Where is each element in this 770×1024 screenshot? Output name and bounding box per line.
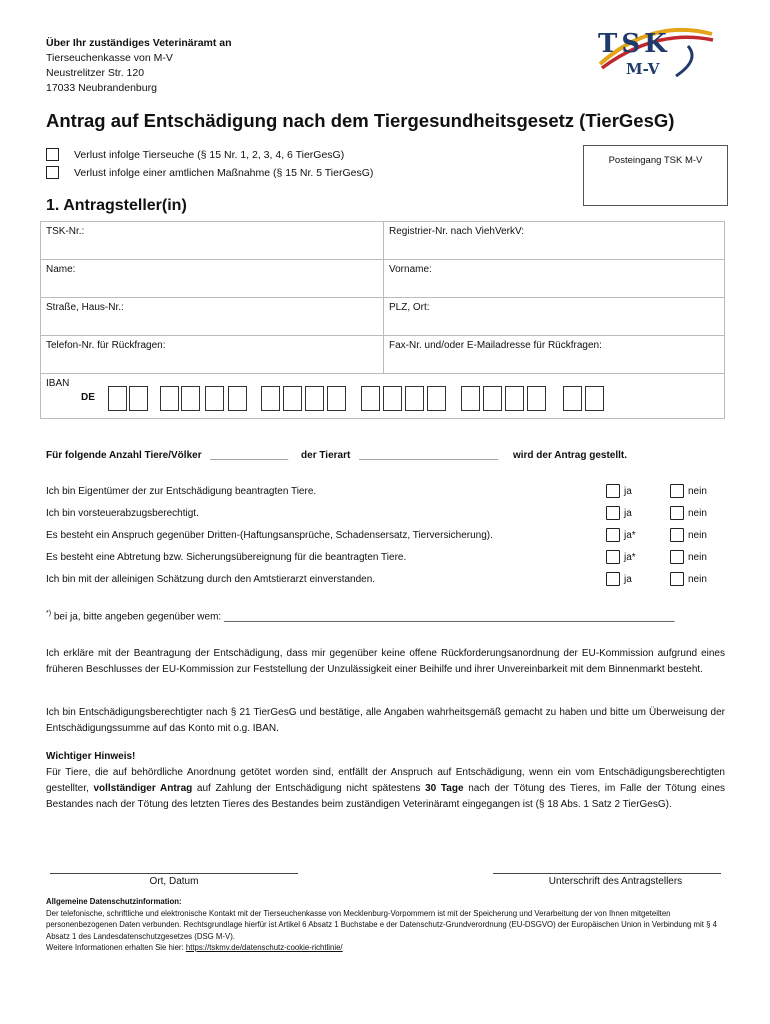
iban-digit-box[interactable] — [129, 386, 148, 411]
hint-body — [46, 765, 725, 813]
telefon-field[interactable] — [41, 336, 384, 374]
hint-text-3: nach der Tötung des Tieres, im Falle der Tötung eines Bestandes nach der Tötung des letzten Tieres des Bestandes beim zuständigen Veterinäramt eingegangen ist (§ 18 Abs. 1 Satz 2 TierGesG). — [46, 783, 726, 810]
address-line-3: Neustrelitzer Str. 120 — [46, 67, 145, 79]
privacy-text: Der telefonische, schriftliche und elektronische Kontakt mit der Tierseuchenkasse von Mecklenburg-Vorpommern ist mit der Speicherung und Verarbeitung der von Ihnen mitgeteilten personenbezogenen Daten verbunden. Rechtsgrundlage hierfür ist Artikel 6 Absatz 1 Buchstabe e der Datenschutz-Grundverordnung (EU-DSGVO) der Europäischen Union in Verbindung mit § 4 Absatz 1 des Landesdatenschutzgesetzes (DSG M-V). — [46, 908, 717, 941]
plz-ort-label: PLZ, Ort: — [389, 302, 430, 313]
iban-digit-box[interactable] — [405, 386, 424, 411]
question-row — [46, 552, 406, 563]
tsk-logo-graphic — [592, 24, 716, 80]
answer-yes[interactable] — [606, 506, 632, 520]
address-line-2: Tierseuchenkasse von M-V — [46, 52, 173, 64]
count-blank-1[interactable]: ______________ — [210, 450, 289, 461]
iban-digit-box[interactable] — [483, 386, 502, 411]
logo-letters: TSK — [598, 29, 671, 59]
privacy-more-text: Weitere Informationen erhalten Sie hier: — [46, 943, 184, 952]
applicant-signature-label: Unterschrift des Antragstellers — [548, 876, 683, 887]
question-row — [46, 486, 316, 497]
answer-yes[interactable] — [606, 550, 636, 564]
date-place-label: Ort, Datum — [149, 876, 199, 887]
iban-digit-box[interactable] — [327, 386, 346, 411]
iban-field — [41, 374, 725, 419]
name-label: Name: — [46, 264, 76, 275]
important-hint — [46, 749, 725, 813]
name-field[interactable] — [41, 260, 384, 298]
privacy-heading: Allgemeine Datenschutzinformation: — [46, 897, 182, 906]
address-line-1: Über Ihr zuständiges Veterinäramt an — [46, 37, 232, 49]
fax-email-field[interactable] — [384, 336, 725, 374]
iban-digit-box[interactable] — [261, 386, 280, 411]
iban-digit-box[interactable] — [505, 386, 524, 411]
iban-digit-box[interactable] — [585, 386, 604, 411]
answer-yes-label: ja — [624, 485, 632, 497]
question-text: Es besteht ein Anspruch gegenüber Dritten-(Haftungsansprüche, Schadensersatz, Tierversicherung). — [46, 530, 493, 541]
iban-digit-box[interactable] — [361, 386, 380, 411]
question-text: Es besteht eine Abtretung bzw. Sicherungsübereignung für die beantragten Tiere. — [46, 552, 407, 563]
address-line-4: 17033 Neubrandenburg — [46, 82, 157, 94]
checkbox-no[interactable] — [670, 506, 684, 520]
iban-digit-box[interactable] — [228, 386, 247, 411]
count-text-1: Für folgende Anzahl Tiere/Völker — [46, 450, 202, 461]
answer-yes[interactable] — [606, 572, 632, 586]
checkbox-no[interactable] — [670, 484, 684, 498]
iban-digit-box[interactable] — [108, 386, 127, 411]
iban-digit-box[interactable] — [181, 386, 200, 411]
option-amtliche-massnahme[interactable] — [46, 166, 373, 179]
answer-no[interactable] — [670, 506, 707, 520]
recipient-address — [46, 36, 232, 96]
iban-digit-box[interactable] — [527, 386, 546, 411]
section-antragsteller-heading: 1. Antragsteller(in) — [46, 197, 187, 214]
answer-yes-label: ja* — [624, 551, 636, 563]
declaration-eu: Ich erkläre mit der Beantragung der Entschädigung, dass mir gegenüber keine offene Rückforderungsanordnung der EU-Kommission aufgrund eines früheren Beschlusses der EU-Kommission zur Feststellung der Unzulässigkeit einer Beihilfe und ihrer Unvereinbarkeit mit dem Binnenmarkt besteht. — [46, 648, 725, 675]
hint-text-1: Für Tiere, die auf behördliche Anordnung getötet worden sind, entfällt der Anspruch auf Entschädigung, wenn ein vom Entschädigungsberechtigten gestellter, — [46, 767, 725, 794]
question-row — [46, 574, 375, 585]
fax-email-label: Fax-Nr. und/oder E-Mailadresse für Rückfragen: — [389, 340, 602, 351]
answer-yes-label: ja — [624, 573, 632, 585]
tsk-nr-label: TSK-Nr.: — [46, 226, 85, 237]
answer-no-label: nein — [688, 529, 707, 541]
iban-digit-box[interactable] — [160, 386, 179, 411]
answer-no[interactable] — [670, 484, 707, 498]
privacy-link[interactable]: https://tskmv.de/datenschutz-cookie-richtlinie/ — [185, 943, 343, 952]
checkbox-tierseuche[interactable] — [46, 148, 59, 161]
answer-yes[interactable] — [606, 484, 632, 498]
iban-digit-box[interactable] — [305, 386, 324, 411]
answer-no[interactable] — [670, 528, 707, 542]
hint-heading: Wichtiger Hinweis! — [46, 751, 136, 762]
note-text[interactable]: bei ja, bitte angeben gegenüber wem: _________________________________________________________________________________ — [53, 611, 675, 623]
option-tierseuche[interactable] — [46, 148, 344, 161]
posteingang-label: Posteingang TSK M-V — [608, 155, 703, 166]
question-text: Ich bin Eigentümer der zur Entschädigung beantragten Tiere. — [46, 486, 317, 497]
iban-digit-box[interactable] — [461, 386, 480, 411]
answer-yes-label: ja* — [624, 529, 636, 541]
count-text-2: der Tierart — [301, 450, 351, 461]
count-blank-2[interactable]: _________________________ — [359, 450, 499, 461]
strasse-field[interactable] — [41, 298, 384, 336]
answer-yes-label: ja — [624, 507, 632, 519]
tsk-nr-field[interactable] — [41, 222, 384, 260]
answer-no-label: nein — [688, 507, 707, 519]
privacy-more — [46, 942, 725, 954]
telefon-label: Telefon-Nr. für Rückfragen: — [46, 340, 166, 351]
strasse-label: Straße, Haus-Nr.: — [46, 302, 124, 313]
registrier-nr-label: Registrier-Nr. nach ViehVerkV: — [389, 226, 525, 237]
checkbox-yes[interactable] — [606, 528, 620, 542]
iban-country-prefix: DE — [81, 392, 95, 403]
answer-no-label: nein — [688, 573, 707, 585]
question-row — [46, 530, 493, 541]
privacy-info — [46, 896, 725, 954]
question-row — [46, 508, 199, 519]
checkbox-no[interactable] — [670, 572, 684, 586]
answer-no-label: nein — [688, 485, 707, 497]
answer-yes[interactable] — [606, 528, 636, 542]
iban-digit-box[interactable] — [283, 386, 302, 411]
tsk-logo — [592, 24, 716, 80]
checkbox-yes[interactable] — [606, 506, 620, 520]
checkbox-yes[interactable] — [606, 572, 620, 586]
option-tierseuche-label: Verlust infolge Tierseuche (§ 15 Nr. 1, 2, 3, 4, 6 TierGesG) — [74, 148, 345, 161]
note-marker: *) — [46, 610, 52, 617]
answer-no[interactable] — [670, 550, 707, 564]
checkbox-no[interactable] — [670, 550, 684, 564]
checkbox-no[interactable] — [670, 528, 684, 542]
answer-no-label: nein — [688, 551, 707, 563]
vorname-field[interactable] — [384, 260, 725, 298]
iban-digit-box[interactable] — [427, 386, 446, 411]
posteingang-box — [583, 145, 728, 206]
count-text-3: wird der Antrag gestellt. — [512, 450, 628, 461]
plz-ort-field[interactable] — [384, 298, 725, 336]
iban-label: IBAN — [46, 378, 70, 389]
logo-sub: M-V — [626, 60, 660, 78]
question-text: Ich bin mit der alleinigen Schätzung durch den Amtstierarzt einverstanden. — [46, 574, 376, 585]
checkbox-amtliche-massnahme[interactable] — [46, 166, 59, 179]
iban-digit-box[interactable] — [563, 386, 582, 411]
iban-digit-box[interactable] — [383, 386, 402, 411]
declaration-entitlement: Ich bin Entschädigungsberechtigter nach § 21 TierGesG und bestätige, alle Angaben wahrheitsgemäß gemacht zu haben und bitte um Überweisung der Entschädigungssumme auf das Konto mit o.g. IBAN. — [46, 707, 725, 734]
date-signature-line[interactable] — [50, 873, 298, 874]
vorname-label: Vorname: — [389, 264, 432, 275]
form-title: Antrag auf Entschädigung nach dem Tiergesundheitsgesetz (TierGesG) — [46, 110, 675, 131]
applicant-table — [40, 221, 725, 419]
option-amtliche-massnahme-label: Verlust infolge einer amtlichen Maßnahme (§ 15 Nr. 5 TierGesG) — [74, 166, 374, 179]
applicant-signature-line[interactable] — [493, 873, 721, 874]
hint-bold-1: vollständiger Antrag — [93, 783, 193, 794]
checkbox-yes[interactable] — [606, 550, 620, 564]
animal-count-line — [46, 450, 627, 461]
hint-bold-2: 30 Tage — [425, 783, 464, 794]
question-text: Ich bin vorsteuerabzugsberechtigt. — [46, 508, 199, 519]
registrier-nr-field[interactable] — [384, 222, 725, 260]
answer-no[interactable] — [670, 572, 707, 586]
third-party-note — [46, 610, 674, 622]
checkbox-yes[interactable] — [606, 484, 620, 498]
iban-digit-box[interactable] — [205, 386, 224, 411]
hint-text-2: auf Zahlung der Entschädigung nicht spätestens — [192, 783, 426, 794]
